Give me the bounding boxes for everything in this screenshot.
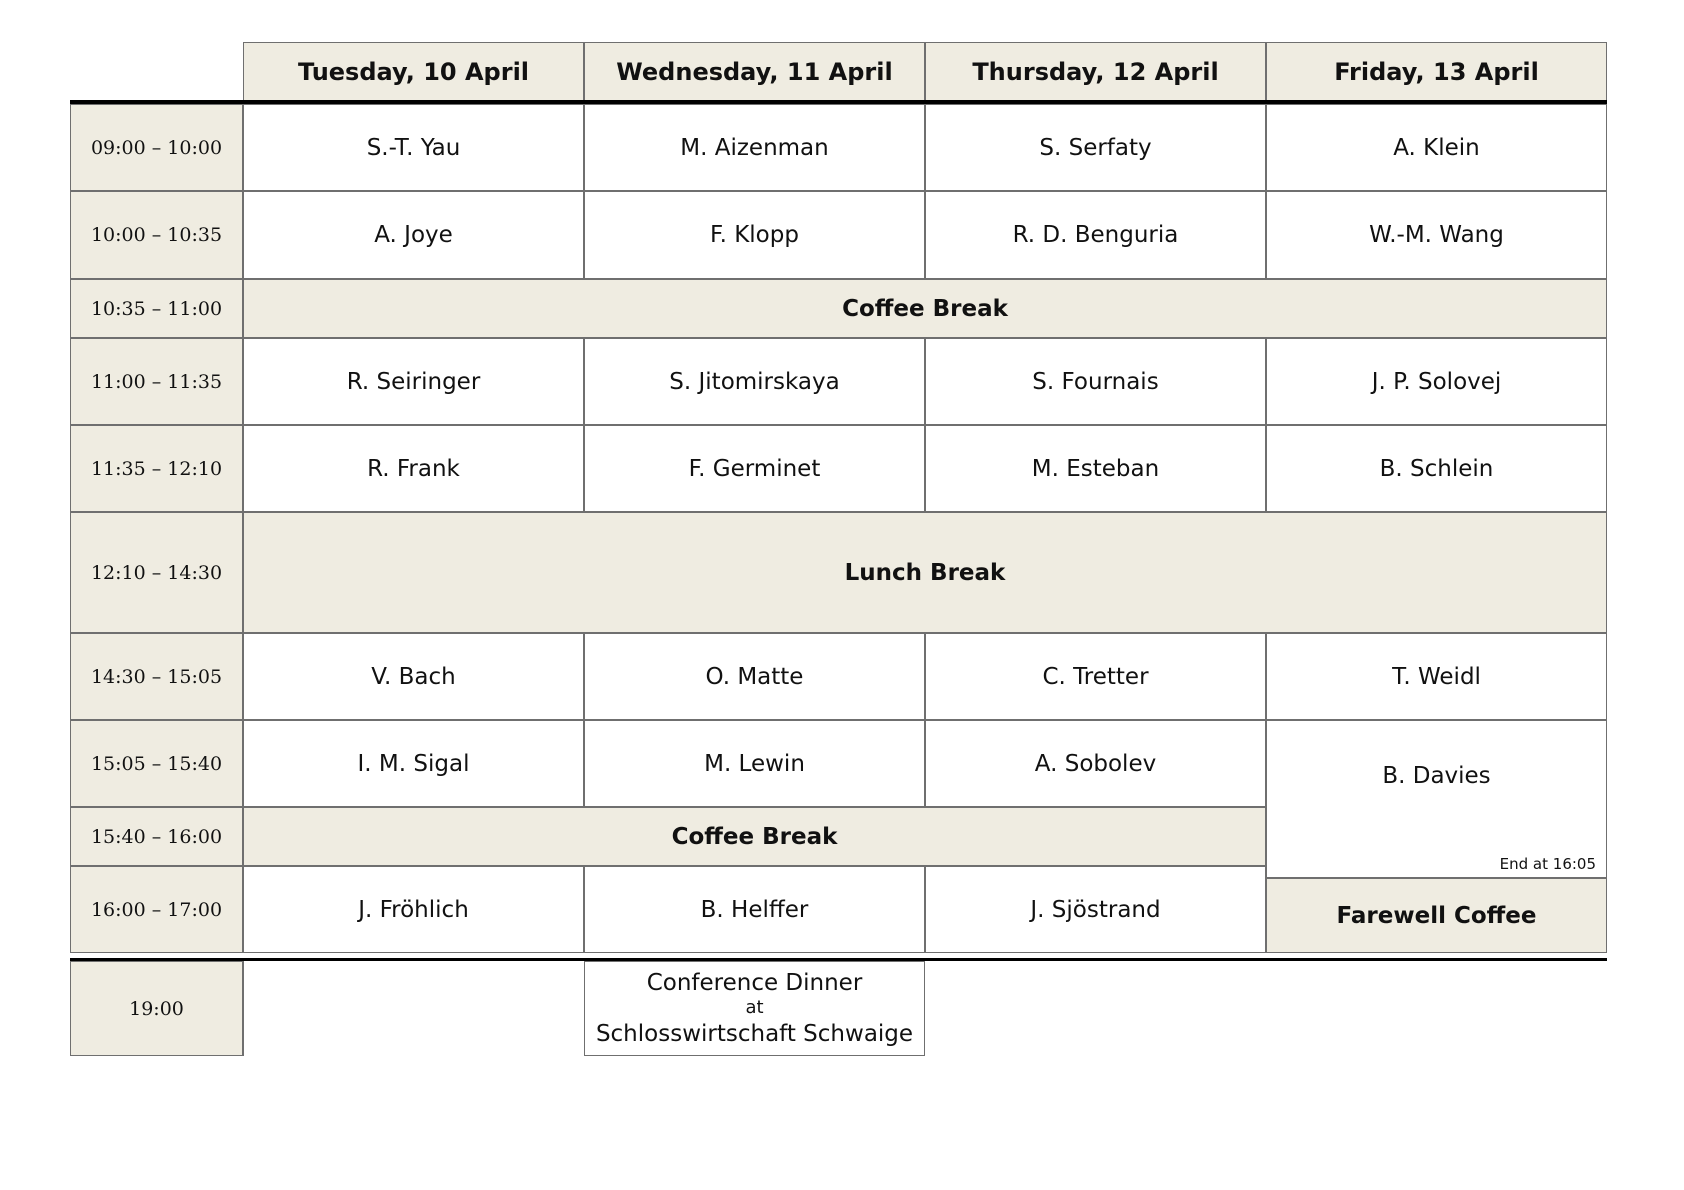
speaker-name: I. M. Sigal xyxy=(357,750,470,777)
speaker-name: J. Sjöstrand xyxy=(1030,896,1161,923)
speaker-name: J. P. Solovej xyxy=(1371,368,1502,395)
header-day-wednesday xyxy=(584,42,925,102)
header-day-label: Thursday, 12 April xyxy=(972,58,1219,86)
header-day-tuesday xyxy=(243,42,584,102)
end-note: End at 16:05 xyxy=(1499,855,1596,873)
break-label: Lunch Break xyxy=(844,559,1006,586)
speaker-name: A. Sobolev xyxy=(1034,750,1157,777)
time-slot xyxy=(70,104,243,191)
farewell-coffee xyxy=(1266,878,1607,953)
time-slot xyxy=(70,512,243,633)
speaker-name: R. Seiringer xyxy=(346,368,481,395)
session-cell xyxy=(243,338,584,425)
session-cell xyxy=(584,338,925,425)
speaker-name: B. Davies xyxy=(1382,763,1491,789)
speaker-name: F. Germinet xyxy=(688,455,821,482)
time-label: 15:40 – 16:00 xyxy=(90,825,223,848)
session-cell xyxy=(243,104,584,191)
time-slot xyxy=(70,279,243,338)
session-cell xyxy=(584,191,925,279)
speaker-name: W.-M. Wang xyxy=(1369,222,1504,248)
speaker-name: S. Jitomirskaya xyxy=(669,368,840,395)
time-label: 16:00 – 17:00 xyxy=(90,898,223,921)
session-cell xyxy=(925,720,1266,807)
time-label: 09:00 – 10:00 xyxy=(90,136,223,159)
session-cell xyxy=(1266,425,1607,512)
speaker-name: O. Matte xyxy=(705,663,804,690)
speaker-name: F. Klopp xyxy=(710,222,799,248)
coffee-break-morning xyxy=(243,279,1607,338)
time-slot xyxy=(70,807,243,866)
session-cell xyxy=(243,425,584,512)
time-slot xyxy=(70,866,243,953)
session-cell xyxy=(925,866,1266,953)
session-cell xyxy=(925,338,1266,425)
session-cell xyxy=(243,866,584,953)
speaker-name: S.-T. Yau xyxy=(366,134,461,161)
speaker-name: M. Esteban xyxy=(1031,455,1160,482)
time-label: 10:35 – 11:00 xyxy=(90,297,223,320)
dinner-title: Conference Dinner xyxy=(646,969,863,996)
break-label: Farewell Coffee xyxy=(1336,902,1537,929)
time-slot xyxy=(70,720,243,807)
session-cell xyxy=(1266,104,1607,191)
speaker-name: T. Weidl xyxy=(1392,663,1481,690)
conference-dinner xyxy=(584,961,925,1056)
session-cell xyxy=(925,633,1266,720)
time-label: 14:30 – 15:05 xyxy=(90,665,223,688)
time-slot xyxy=(70,961,243,1056)
evening-empty-cell xyxy=(243,961,584,1056)
time-slot xyxy=(70,425,243,512)
header-day-friday xyxy=(1266,42,1607,102)
speaker-name: M. Lewin xyxy=(704,750,805,777)
time-label: 11:00 – 11:35 xyxy=(90,370,223,393)
time-slot xyxy=(70,338,243,425)
header-day-label: Tuesday, 10 April xyxy=(297,58,530,86)
session-cell xyxy=(1266,633,1607,720)
time-label: 10:00 – 10:35 xyxy=(90,224,223,246)
lunch-break xyxy=(243,512,1607,633)
session-cell xyxy=(925,104,1266,191)
session-cell xyxy=(584,633,925,720)
header-day-thursday xyxy=(925,42,1266,102)
speaker-name: S. Serfaty xyxy=(1039,134,1152,161)
session-cell xyxy=(243,191,584,279)
speaker-name: V. Bach xyxy=(371,663,456,690)
speaker-name: S. Fournais xyxy=(1032,368,1159,395)
speaker-name: R. Frank xyxy=(367,455,460,482)
break-label: Coffee Break xyxy=(842,295,1008,322)
session-cell xyxy=(584,104,925,191)
session-cell xyxy=(584,425,925,512)
speaker-name: R. D. Benguria xyxy=(1012,222,1179,248)
time-label: 11:35 – 12:10 xyxy=(90,457,223,480)
speaker-name: C. Tretter xyxy=(1042,663,1149,690)
session-cell xyxy=(925,191,1266,279)
session-cell xyxy=(1266,338,1607,425)
coffee-break-afternoon xyxy=(243,807,1266,866)
session-cell-davies xyxy=(1266,720,1607,878)
speaker-name: A. Klein xyxy=(1393,134,1480,161)
speaker-name: B. Helffer xyxy=(700,896,809,923)
time-slot xyxy=(70,191,243,279)
header-day-label: Friday, 13 April xyxy=(1334,58,1539,86)
time-label: 12:10 – 14:30 xyxy=(90,561,223,584)
break-label: Coffee Break xyxy=(671,823,838,850)
session-cell xyxy=(584,720,925,807)
speaker-name: A. Joye xyxy=(374,222,453,248)
session-cell xyxy=(1266,191,1607,279)
session-cell xyxy=(243,633,584,720)
time-slot xyxy=(70,633,243,720)
time-label: 15:05 – 15:40 xyxy=(90,752,223,775)
time-label: 19:00 xyxy=(129,997,184,1020)
session-cell xyxy=(243,720,584,807)
dinner-at: at xyxy=(745,997,764,1019)
session-cell xyxy=(925,425,1266,512)
dinner-venue: Schlosswirtschaft Schwaige xyxy=(595,1020,914,1047)
speaker-name: B. Schlein xyxy=(1379,455,1494,482)
session-cell xyxy=(584,866,925,953)
header-day-label: Wednesday, 11 April xyxy=(616,58,893,86)
speaker-name: M. Aizenman xyxy=(680,134,829,161)
speaker-name: J. Fröhlich xyxy=(358,896,469,923)
